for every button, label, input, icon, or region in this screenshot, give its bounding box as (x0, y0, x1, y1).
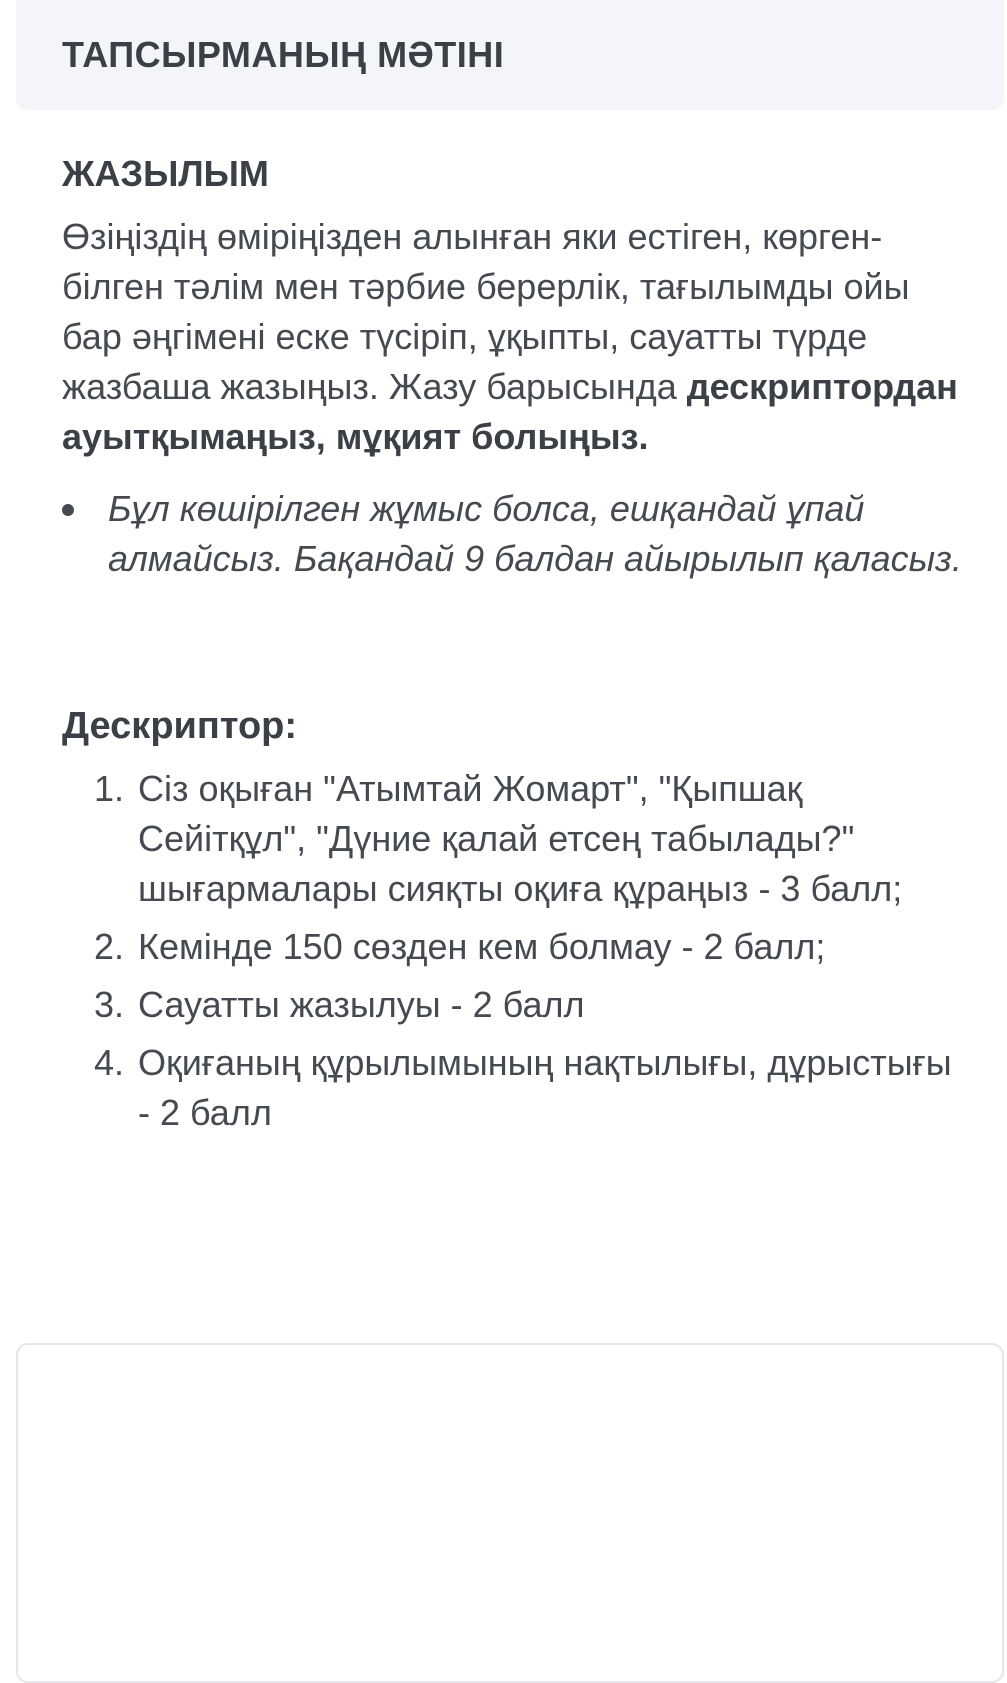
task-header-title: ТАПСЫРМАНЫҢ МӘТІНІ (62, 34, 505, 75)
section-title: ЖАЗЫЛЫМ (62, 153, 269, 194)
descriptor-title: Дескриптор: (62, 705, 298, 747)
descriptor-list (62, 764, 972, 1138)
bullet-icon (62, 504, 74, 516)
warning-list (62, 484, 972, 584)
descriptor-item-number: 4. (94, 1042, 125, 1083)
descriptor-item-text: Сауатты жазылуы - 2 балл (138, 984, 585, 1025)
task-header (16, 0, 1004, 110)
descriptor-item-text: Оқиғаның құрылымының нақтылығы, дұрыстығы - 2 балл (138, 1042, 952, 1133)
descriptor-item-text: Кемінде 150 сөзден кем болмау - 2 балл; (138, 926, 826, 967)
descriptor-item-number: 2. (94, 926, 125, 967)
warning-item (62, 484, 972, 584)
descriptor-item-number: 1. (94, 768, 125, 809)
task-paragraph-bold: дескриптордан ауытқымаңыз, мұқият болыңыз. (62, 366, 958, 457)
task-paragraph (62, 212, 972, 462)
answer-input-area[interactable] (16, 1343, 1004, 1683)
warning-text: Бұл көшірілген жұмыс болса, ешқандай ұпай алмайсыз. Бақандай 9 балдан айырылып қаласыз. (108, 488, 962, 579)
descriptor-item (62, 764, 972, 914)
task-content (62, 152, 972, 1146)
task-paragraph-text: Өзіңіздің өміріңізден алынған яки естіген, көрген-білген тәлім мен тәрбие берерлік, тағылымды ойы бар әңгімені еске түсіріп, ұқыпты, сауатты түрде жазбаша жазыңыз. Жазу барысында (62, 216, 910, 407)
descriptor-item-text: Сіз оқыған "Атымтай Жомарт", "Қыпшақ Сейітқұл", "Дүние қалай етсең табылады?" шығармалары сияқты оқиға құраңыз - 3 балл; (138, 768, 903, 909)
descriptor-item (62, 980, 972, 1030)
descriptor-item (62, 1038, 972, 1138)
descriptor-item (62, 922, 972, 972)
descriptor-item-number: 3. (94, 984, 125, 1025)
